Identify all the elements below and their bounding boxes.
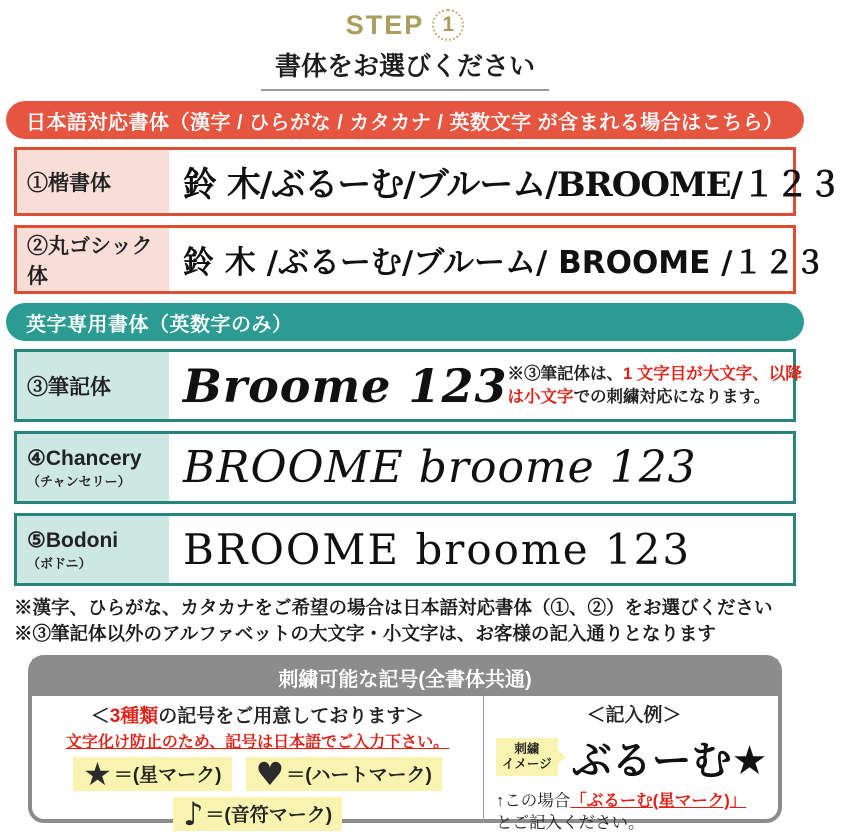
note-text: での刺繍対応になります。 [573, 387, 771, 406]
step-number-badge [432, 9, 464, 41]
script-note-line1 [507, 363, 809, 385]
symbol-label: ＝(音符マーク) [205, 805, 333, 827]
heart-icon: ♥ [255, 754, 285, 793]
step-label: STEP [345, 9, 425, 40]
title-row [0, 46, 810, 91]
tag-line-2: イメージ [502, 757, 552, 772]
note-text-red: は小文字 [507, 387, 574, 406]
note-text: ※③筆記体は、 [507, 365, 623, 384]
star-icon: ★ [83, 754, 112, 793]
symbols-heading [40, 701, 475, 728]
font-label-kaisho [17, 150, 169, 213]
embroidery-sample-text: ぶるーむ★ [571, 737, 768, 784]
heading-rest: の記号をご用意しております＞ [158, 705, 425, 727]
font-sample-chancery: BROOME broome 123 [183, 442, 697, 493]
font-name: ③筆記体 [27, 375, 111, 399]
caption-red: 「ぶるーむ(星マーク)」 [570, 791, 747, 810]
font-name: ②丸ゴシック体 [27, 234, 153, 288]
font-name-sub: （チャンセリー） [27, 473, 131, 489]
symbol-chip-star [73, 754, 231, 793]
caption-post: とご記入ください。 [496, 814, 645, 833]
font-name: ⑤Bodoni [27, 528, 119, 552]
font-row-kaisho [14, 147, 841, 216]
embroidery-image-tag [496, 738, 558, 776]
example-heading: ＜記入例＞ [586, 704, 682, 726]
script-font-note [507, 352, 815, 419]
symbol-chip-row-2 [40, 794, 475, 833]
step-header [0, 6, 810, 44]
font-label-bodoni [17, 516, 169, 583]
font-sample-marugothic: 鈴 木 /ぶるーむ/ブルーム/ BROOME /１２３ [183, 245, 826, 281]
font-sample-bodoni: BROOME broome 123 [183, 525, 692, 574]
font-label-marugothic [17, 228, 169, 291]
font-sample-kaisho: 鈴 木/ぶるーむ/ブルーム/BROOME/１２３ [183, 165, 841, 205]
font-row-chancery [14, 431, 796, 504]
footnote-2: ※③筆記体以外のアルファベットの大文字・小文字は、お客様の記入通りとなります [14, 622, 716, 644]
japanese-fonts-banner [6, 101, 804, 139]
font-row-script [14, 349, 802, 422]
heading-count-red: 3種類 [109, 705, 159, 727]
page-title: 書体をお選びください [261, 46, 549, 91]
symbol-chip-row [40, 754, 475, 793]
note-text-red: 1 文字目が大文字、以降 [622, 365, 802, 384]
script-note-line2 [507, 386, 809, 408]
footnote-1: ※漢字、ひらがな、カタカナをご希望の場合は日本語対応書体（①、②）をお選びください [14, 597, 773, 618]
symbols-box-body [32, 696, 778, 833]
font-name: ④Chancery [27, 446, 142, 470]
symbol-chip-heart [246, 754, 442, 793]
font-label-script [17, 352, 169, 419]
font-row-marugothic [14, 225, 826, 294]
symbols-warning: 文字化け防止のため、記号は日本語でご入力下さい。 [65, 733, 450, 751]
heading-bracket: ＜ [90, 705, 110, 727]
symbols-list-panel [32, 696, 484, 833]
example-row [496, 729, 772, 786]
tag-line-1: 刺繍 [514, 742, 540, 757]
font-label-chancery [17, 434, 169, 501]
font-row-bodoni [14, 513, 796, 586]
symbol-label: ＝(ハートマーク) [286, 765, 432, 787]
embroidery-symbols-box [28, 655, 782, 833]
font-name: ①楷書体 [27, 171, 111, 195]
caption-pre: ↑この場合 [496, 791, 571, 810]
symbol-chip-note [173, 794, 342, 833]
entry-example-panel [484, 696, 778, 833]
example-caption [496, 790, 772, 834]
symbol-label: ＝(星マーク) [113, 765, 222, 787]
font-name-sub: （ボドニ） [27, 555, 92, 571]
font-sample-script: Broome 123 [183, 358, 508, 413]
music-note-icon: ♪ [182, 794, 204, 833]
english-fonts-banner [6, 303, 804, 341]
japanese-fonts-banner-label: 日本語対応書体（漢字 / ひらがな / カタカナ / 英数文字 が含まれる場合はこちら） [26, 111, 784, 134]
english-fonts-banner-label: 英字専用書体（英数字のみ） [26, 313, 293, 336]
step-number: 1 [442, 13, 455, 36]
footnotes [14, 595, 796, 647]
symbols-box-header: 刺繍可能な記号(全書体共通) [32, 659, 778, 696]
